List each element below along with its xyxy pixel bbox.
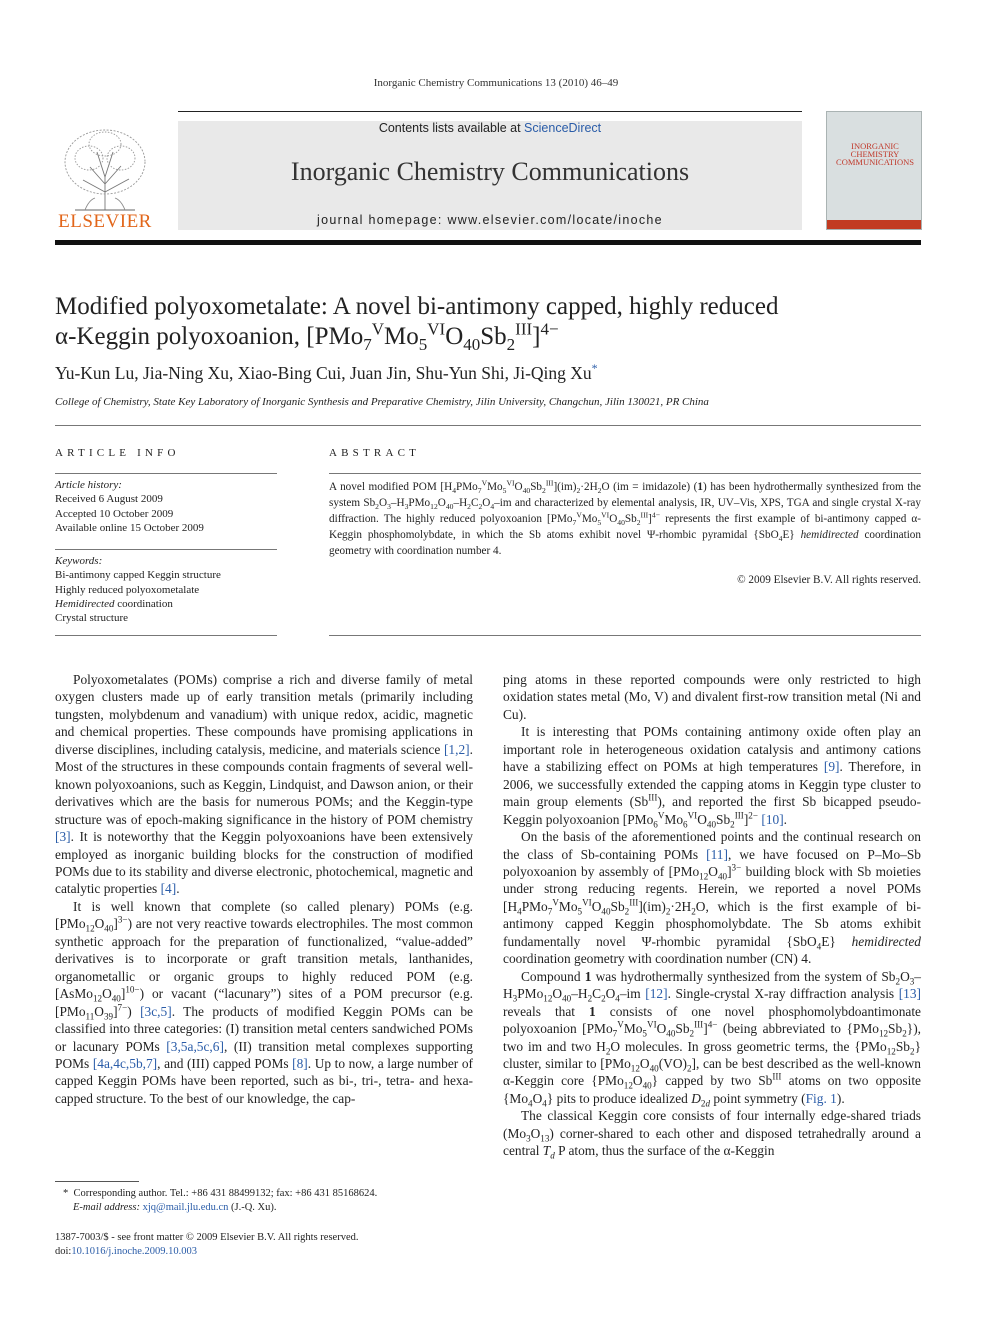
abstract-text: A novel modified POM $[H_4PMo_7^VMo_5^{VI}O_{40}Sb_2^{III}](im)_2\cdot 2H_2O$ (im = imidazole) (1) has been hydrothermally synthesized from the system $Sb_2O_3-H_3PMo_{12}O_{40}-H_2C_2O_4-im$ and characterized by elemental analysis, IR, UV–Vis, XPS, TGA and single crystal X-ray diffraction. The highly reduced polyoxoanion $[PMo_7^VMo_5^{VI}O_{40}Sb_2^{III}]^{4-}$ represents the first example of bi-antimony capped α-Keggin phosphomolybdate, in which the Sb atoms exhibit novel Ψ-rhombic pyramidal {SbO$_4$E} hemidirected coordination geometry with coordination number 4. — [329, 478, 921, 557]
received-date: Received 6 August 2009 — [55, 493, 163, 506]
body-right-column — [503, 671, 921, 1160]
cover-title: INORGANIC CHEMISTRY COMMUNICATIONS — [836, 141, 914, 167]
abstract-copyright: © 2009 Elsevier B.V. All rights reserved. — [737, 574, 921, 586]
corresponding-author-mark[interactable]: * — [591, 361, 598, 376]
corresponding-footnote — [55, 1187, 475, 1215]
journal-homepage — [178, 213, 802, 227]
journal-header-box — [178, 121, 802, 230]
paragraph: The classical Keggin core consists of four internally edge-shared triads $(Mo_3O_{13})$ corner-shared to each other and disposed tetrahedrally around a central $T_d$ P atom, thus the surface of the α-Keggin — [503, 1108, 921, 1161]
keyword-1: Bi-antimony capped Keggin structure — [55, 569, 221, 582]
publication-info — [55, 1231, 475, 1259]
homepage-prefix: journal homepage: — [317, 213, 448, 227]
authors-text: Yu-Kun Lu, Jia-Ning Xu, Xiao-Bing Cui, Juan Jin, Shu-Yun Shi, Ji-Qing Xu — [55, 363, 592, 383]
keyword-2: Highly reduced polyoxometalate — [55, 583, 200, 596]
title-line-1: Modified polyoxometalate: A novel bi-antimony capped, highly reduced — [55, 293, 779, 320]
footnote-mark: * — [63, 1188, 69, 1199]
article-info-rule — [55, 473, 277, 474]
article-title — [55, 292, 915, 352]
title-line-2: α-Keggin polyoxoanion, $[PMo_7^VMo_5^{VI}O_{40}Sb_2^{III}]^{4-}$ — [55, 319, 559, 354]
accepted-date: Accepted 10 October 2009 — [55, 507, 174, 520]
paragraph: Polyoxometalates (POMs) comprise a rich and diverse family of metal oxygen clusters made up of early transition metals (primarily including tungsten, molybdenum and vanadium) with unique redox, acidic, magnetic and chemical properties. These compounds have promising applications in diverse disciplines, including catalysis, medicine, and materials science [1,2]. Most of the structures in these compounds contain fragments of several well-known polyoxoanions, such as Keggin, Lindquist, and Dawson anion, or their derivatives which are the basis for numerous POMs; and the Keggin-type structure was of epoch-making significance in the history of POM chemistry [3]. It is noteworthy that the Keggin polyoxoanions have been extensively employed as inorganic building blocks for the construction of modified POMs due to its stability and diverse electronic, photochemical, magnetic and catalytic properties [4]. — [55, 672, 473, 897]
abstract-heading: ABSTRACT — [329, 447, 421, 459]
keyword-4: Crystal structure — [55, 612, 129, 625]
online-date: Available online 15 October 2009 — [55, 521, 204, 534]
paragraph: On the basis of the aforementioned points and the continual research on the class of Sb-containing POMs [11], we have focused on P–Mo–Sb polyoxoanion by assembly of $[PMo_{12}O_{40}]^{3-}$ building block with Sb moieties under strong reducing regents. Herein, we reported a novel POMs $[H_4PMo_7^VMo_5^{VI}O_{40}Sb_2^{III}](im)_2\cdot 2H_2O$, which is the first example of bi-antimony capped Keggin phosphomolybdate. The Sb atoms exhibit fundamentally novel Ψ-rhombic pyramidal {SbO$_4$E} hemidirected coordination geometry with coordination number (CN) 4. — [503, 829, 921, 967]
email-link[interactable]: xjq@mail.jlu.edu.cn — [142, 1202, 229, 1213]
footnote-email — [55, 1201, 475, 1215]
cover-bar — [827, 220, 921, 229]
article-history — [55, 478, 277, 535]
keywords-rule — [55, 549, 277, 550]
title-line-2-prefix: α-Keggin polyoxoanion, — [55, 323, 307, 350]
contents-prefix: Contents lists available at — [378, 121, 525, 135]
email-suffix: (J.-Q. Xu). — [228, 1202, 277, 1213]
publisher-logo-text: ELSEVIER — [58, 211, 152, 232]
footnote-contact: Corresponding author. Tel.: +86 431 88499132; fax: +86 431 85168624. — [73, 1188, 378, 1199]
keyword-3 — [55, 597, 277, 611]
keywords-label: Keywords: — [55, 555, 103, 567]
keywords-block — [55, 554, 277, 625]
abstract-rule — [329, 473, 921, 474]
doi-line — [55, 1245, 475, 1259]
journal-cover-thumbnail — [826, 111, 922, 230]
body-left-column — [55, 671, 473, 1107]
paragraph: Compound 1 was hydrothermally synthesized from the system of $Sb_2O_3-H_3PMo_{12}O_{40}-H_2C_2O_4-im$ [12]. Single-crystal X-ray diffraction analysis [13] reveals that 1 consists of one novel phosphomolybdoantimonate polyoxoanion $[PMo_7^VMo_5^{VI}O_{40}Sb_2^{III}]^{4-}$ (being abbreviated to $\{PMo_{12}Sb_2\}$), two im and two $H_2O$ molecules. In gross geometric terms, the $\{PMo_{12}Sb_2\}$ cluster, similar to $[PMo_{12}O_{40}(VO)_2]$, can be best described as the well-known α-Keggin core $\{PMo_{12}O_{40}\}$ capped by two $Sb^{III}$ atoms on two opposite $\{Mo_4O_4\}$ pits to produce idealized $D_{2d}$ point symmetry (Fig. 1). — [503, 968, 922, 1109]
author-list — [55, 363, 598, 384]
header-bottom-rule — [55, 240, 921, 245]
footnote-corresponding — [55, 1187, 475, 1201]
paragraph: ping atoms in these reported compounds were only restricted to high oxidation states metal (Mo, V) and divalent first-row transition metal (Ni and Cu). — [503, 672, 921, 722]
keyword-3-italic: Hemidirected — [55, 597, 115, 610]
journal-name: Inorganic Chemistry Communications — [290, 157, 690, 186]
issn-line: 1387-7003/$ - see front matter © 2009 Elsevier B.V. All rights reserved. — [55, 1232, 359, 1243]
journal-reference: Inorganic Chemistry Communications 13 (2010) 46–49 — [373, 77, 619, 89]
footnote-rule — [55, 1181, 139, 1182]
sciencedirect-link[interactable]: ScienceDirect — [524, 121, 602, 135]
paragraph: It is well known that complete (so called plenary) POMs (e.g. $[PMo_{12}O_{40}]^{3-}$) are not very reactive towards electrophiles. The most common synthetic approach for the preparation of functionalized, “value-added” derivatives is to incorporate or graft transition metals, lanthanides, organometallic or organic groups to highly reduced POM (e.g. $[AsMo_{12}O_{40}]^{10-}$) or vacant (“lacunary”) sites of a POM precursor (e.g. $[PMo_{11}O_{39}]^{7-}$) [3c,5]. The products of modified Keggin POMs can be classified into three categories: (I) transition metal centers sandwiched POMs or lacunary POMs [3,5a,5c,6], (II) transition metal complexes supporting POMs [4a,4c,5b,7], and (III) capped POMs [8]. Up to now, a large number of capped Keggin POMs have been reported, such as bi-, tri-, tetra- and hexa-capped structure. To the best of our knowledge, the cap- — [55, 898, 474, 1106]
homepage-url[interactable]: www.elsevier.com/locate/inoche — [447, 213, 663, 227]
contents-line — [178, 121, 802, 135]
history-label: Article history: — [55, 479, 122, 491]
header-top-rule — [178, 111, 802, 112]
paragraph: It is interesting that POMs containing antimony oxide often play an important role in heterogeneous oxidation catalysis and antimony cations have a stabilizing effect on POMs at high temperatures [9]. Therefore, in 2006, we successfully extended the capping atoms in Keggin type cluster to main group elements $(Sb^{III})$, and reported the first Sb bicapped pseudo-Keggin polyoxoanion $[PMo_6^VMo_6^{VI}O_{40}Sb_2^{III}]^{2-}$ [10]. — [503, 724, 922, 830]
doi-prefix: doi: — [55, 1246, 72, 1257]
keyword-3-rest: coordination — [114, 597, 173, 610]
article-info-bottom-rule — [55, 635, 277, 636]
affiliation: College of Chemistry, State Key Laboratory of Inorganic Synthesis and Preparative Chemistry, Jilin University, Changchun, Jilin 130021, PR China — [55, 396, 709, 408]
doi-link[interactable]: 10.1016/j.inoche.2009.10.003 — [71, 1246, 198, 1257]
abstract-bottom-rule — [329, 635, 921, 636]
article-info-heading: ARTICLE INFO — [55, 447, 180, 459]
title-rule — [55, 425, 921, 426]
email-label: E-mail address: — [73, 1202, 140, 1213]
